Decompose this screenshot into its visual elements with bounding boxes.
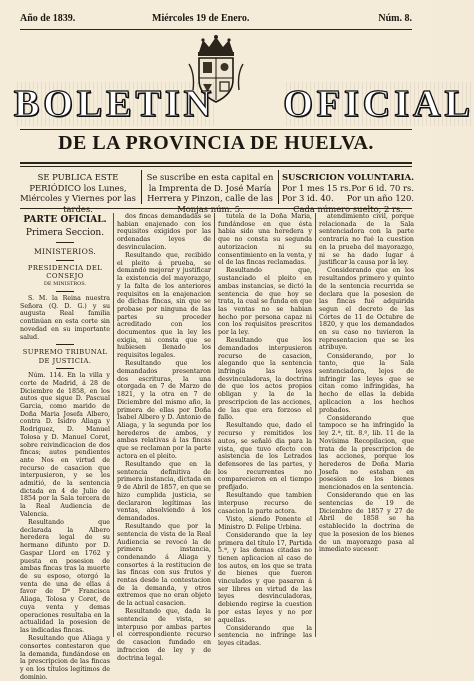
subtitle-rule-thin — [20, 166, 412, 167]
section-subheading: DE MINISTROS. — [43, 281, 87, 287]
column-rule — [113, 213, 114, 637]
paragraph: Resultando que, dado el recurso y remitidos los autos, se señaló dia para la vista, que tuvo efecto con asistencia de los Letrados defensores de las partes, y los recurrentes no comparecieron en el tiempo prefijado. — [218, 422, 312, 492]
publication-schedule: SE PUBLICA ESTE PERIÓDICO los Lunes, Miércoles y Viernes por las — [20, 172, 136, 203]
section-heading: MINISTERIOS. — [33, 246, 97, 256]
masthead-subtitle: DE LA PROVINCIA DE HUELVA. — [58, 132, 374, 154]
masthead-rule — [20, 129, 412, 130]
subscription-place: Se suscribe en esta capital en la Imprenta de D. José María Herrera y Pinzon, calle de las — [146, 172, 274, 203]
column-4 — [319, 213, 414, 637]
issue-date: Miércoles 19 de Enero. — [152, 13, 250, 24]
masthead-word-left: BOLETIN — [14, 83, 216, 125]
paragraph: Considerando que la ley primera del título 17, Partida 5.ª, y las demas citadas no tienen aplicacion al caso de los autos, en los que se trata de bienes que fueron vinculados y que pasaron á ser libres en virtud de las leyes desvinculadoras, debiendo regirse la cuestion por estas leyes y no por aquellas. — [218, 531, 312, 624]
info-divider — [141, 170, 142, 204]
section-subheading: Primera Seccion. — [25, 227, 105, 238]
subtitle-rule-thick — [20, 162, 412, 164]
paragraph: Considerando que en las sentencias de 19 de Diciembre de 1857 y 27 de Abril de 1858 se ha establecido la doctrina de que la posesion de los bienes de un mayorazgo pasa al inmediato sucesor. — [319, 492, 414, 554]
price-cell: Por 1 mes 15 rs. — [282, 182, 352, 193]
column-rule — [315, 213, 316, 637]
paragraph: Resultando que declarada la Albero heredera legal de su hermano difunto por D. Gaspar Llord en 1762 y puesta en posesion de ambas fincas tras la muerte de su esposo, otorgó la venta de una de ellas á favor de Dª Francisca Aliaga, Tolosa y Coret, de cuya venta y demas operaciones resultaba en la actualidad la posesion de las indicadas fincas. — [20, 519, 110, 634]
paragraph: dos fincas demandadas se habian enajenado con los requisitos exigidos por las ordenadas leyes de desvinculacion. — [117, 213, 211, 251]
paragraph: Visto, siendo Ponente el Ministro D. Felipe Urbina. — [218, 515, 312, 531]
dateline — [20, 13, 412, 27]
paragraph: Resultando que, sustanciado el pleito en ambas instancias, se dictó la sentencia de que hoy se trata, la cual se funda en que las ventas no se habian hecho por persona capaz ni con los requisitos prescritos por la ley. — [218, 267, 312, 337]
paragraph: Resultando que los demandados interpusieron recurso de casacion, alegando que la sentencia infringia las leyes desvinculadoras, la doctrina de que los actos propios obligan y la de la prescripcion de las acciones, de las que era forzoso el fallo. — [218, 337, 312, 422]
price-cell: Por 3 id. 40. — [282, 193, 334, 203]
column-2 — [117, 213, 211, 662]
price-cell: Por 6 id. 70 rs. — [351, 182, 414, 193]
paragraph: Núm. 114. En la villa y corte de Madrid, á 28 de Diciembre de 1858, en los autos que sigue D. Pascual Garcia, como marido de Doña Maria Josefa Albero, contra D. Isidro Aliaga y Rodriguez, D. Manuel Tolosa y D. Manuel Coret, sobre reivindicacion de dos fincas; autos pendientes ante Nos en virtud de recurso de casacion que interpusieron, y se les admitió, de la sentencia dictada en 4 de Julio de 1854 por la Sala tercera de la Real Audiencia de Valencia. — [20, 372, 110, 518]
masthead-word-right: OFICIAL — [283, 83, 474, 125]
paragraph: Considerando que tampoco se ha infringido la ley 2.ª, tít. 8.º, lib. 11 de la Novísima Recopilacion, que trata de la prescripcion de las acciones, porque los herederos de Doña Maria Josefa no estaban en posesion de los bienes mencionados en la sentencia. — [319, 414, 414, 492]
paragraph: tutela de la Doña Maria, fundándose en que ésta habia sido una heredera y que no consta su segunda autorizacion ni su consentimiento en la venta, y el de las fincas reclamadas. — [218, 213, 312, 267]
masthead-title — [14, 82, 474, 126]
subscription-heading: SUSCRICION VOLUNTARIA. — [282, 172, 414, 182]
paragraph: Considerando, por lo tanto, que la Sala sentenciadora, lejos de infringir las leyes que se citan como infringidas, ha hecho de ellas la debida aplicacion a los hechos probados. — [319, 352, 414, 414]
paragraph: Resultando que tambien interpuso recurso de casacion la parte actora. — [218, 492, 312, 515]
column-rule — [214, 213, 215, 637]
section-heading: PRESIDENCIA DEL CONSEJO — [27, 263, 103, 280]
section-heading: PARTE OFICIAL. — [23, 215, 107, 225]
column-3 — [218, 213, 312, 648]
paragraph: Considerando que la sentencia no infringe las leyes citadas. — [218, 624, 312, 648]
paragraph: Considerando que en los resultandos primero y quinto de la sentencia recurrida se declara que la posesion de las fincas fué adquirida segun el decreto de las Córtes de 11 de Octubre de 1820, y que los demandados en su caso no tuvieron la representacion que se les atribuye. — [319, 267, 414, 352]
column-1 — [20, 213, 110, 681]
paragraph: Resultando que Aliaga y consortes contestaron que la demanda, fundándose en la prescripcion de las fincas y en los títulos legítimos de dominio. — [20, 635, 110, 681]
section-heading: SUPREMO TRIBUNAL DE JUSTICIA. — [22, 348, 108, 365]
price-cell: Por un año 120. — [346, 193, 414, 203]
paragraph: Resultando que los demandados presentaron dos escrituras, la una otorgada en 7 de Marzo de 1821, y la otra en 7 de Diciembre del mismo año, la primera de ellas por Doña Isabel Albero y D. Antonio de Aliaga, y la segunda por los herederos de ambos, y ambas relativas á las fincas que se reclaman por la parte actora en el pleito. — [117, 360, 211, 460]
info-rule — [20, 208, 412, 209]
issue-number: Núm. 8. — [378, 13, 412, 24]
paragraph: Resultando que en la sentencia definitiva de primera instancia, dictada en 9 de Abril de 1857, en que se hizo cumplida justicia, se declararon legítimas las ventas, absolviendo á los demandados. — [117, 461, 211, 522]
info-divider — [278, 170, 279, 204]
paragraph: atendimiento civil, porque relacionada de la Sala sentenciadora con la parte contraria no fué la cuestion en la prueba del mayorazgo, ni se ha dado lugar á justificar la causa por la ley. — [319, 213, 414, 267]
paragraph: Resultando que, dada la sentencia de vista, se interpuso por ambas partes el correspondiente recurso de casacion fundado en infraccion de ley y de doctrina legal. — [117, 608, 211, 662]
paragraph: Resultando que, recibido el pleito á prueba, se demandó mejorar y justificar la existencia del mayorazgo, y la falta de los anteriores requisitos en la enajenacion de dichas fincas, sin que se probase por ninguna de las partes su proceder acreditado con los documentos que la ley les exigia, ni consta que se hubiesen llenado los requisitos legales. — [117, 252, 211, 360]
paragraph: S. M. la Reina nuestra Señora (Q. D. G.) y su augusta Real familia continúan en esta corte sin novedad en su importante salud. — [20, 295, 110, 341]
paragraph: Resultando que por la sentencia de vista de la Real Audiencia se revocó la de primera instancia, condenando á Aliaga y consortes á la restitucion de las fincas con sus frutos y rentas desde la contestacion de la demanda, y otros extremos que no eran objeto de la actual casacion. — [117, 523, 211, 608]
price-row — [282, 183, 414, 194]
price-row — [282, 193, 414, 204]
top-rule — [20, 29, 412, 30]
year-label: Año de 1839. — [20, 13, 76, 24]
